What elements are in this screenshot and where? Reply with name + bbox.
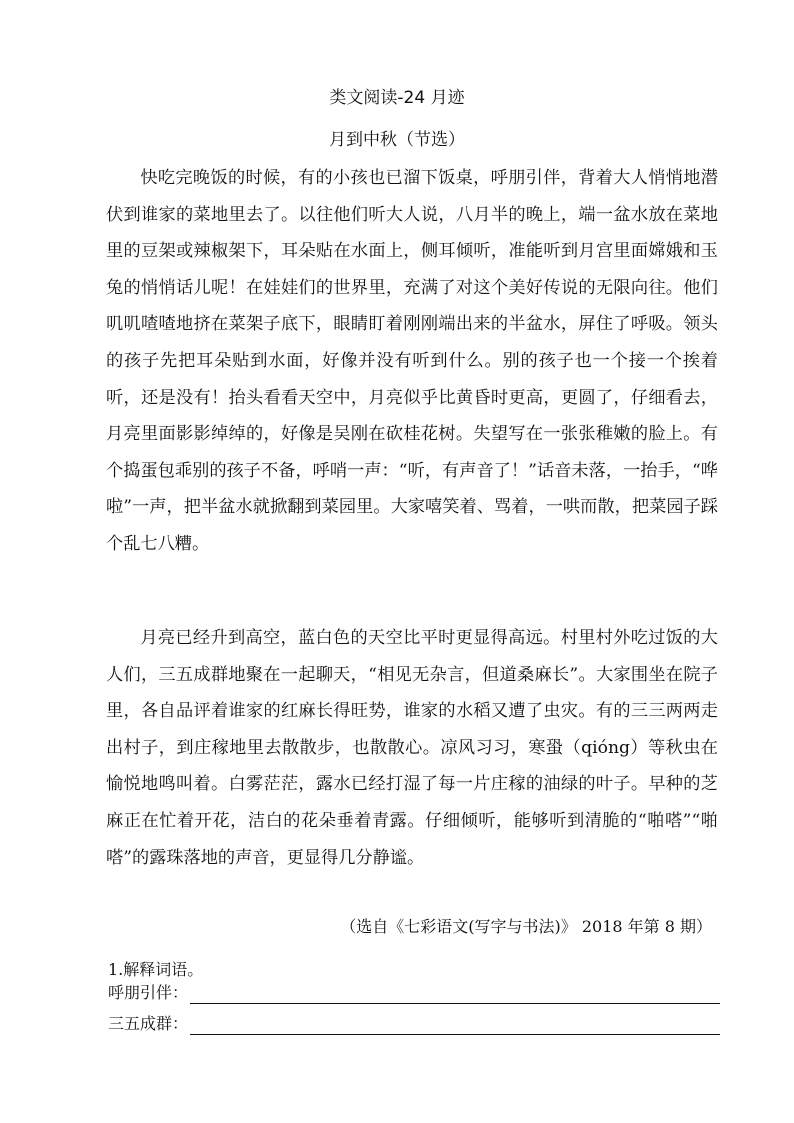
paragraph-2: 月亮已经升到高空，蓝白色的天空比平时更显得高远。村里村外吃过饭的大人们，三五成群地聚在一起聊天，“相见无杂言，但道桑麻长”。大家围坐在院子里，各自品评着谁家的红麻长得旺势，谁家的水稻又遭了虫灾。有的三三两两走出村子，到庄稼地里去散散步，也散散心。凉风习习，寒蛩（qióng）等秋虫在愉悦地鸣叫着。白雾茫茫，露水已经打湿了每一片庄稼的油绿的叶子。早种的芝麻正在忙着开花，洁白的花朵垂着青露。仔细倾听，能够听到清脆的“啪嗒”“啪嗒”的露珠落地的声音，更显得几分静谧。 <box>106 628 718 868</box>
answer-line-2 <box>108 1013 720 1039</box>
answer-line-1 <box>108 982 720 1008</box>
document-title: 类文阅读-24 月迹 <box>329 88 465 108</box>
answer-blank-2[interactable] <box>190 1014 720 1035</box>
source-citation: （选自《七彩语文(写字与书法)》 2018 年第 8 期） <box>340 917 712 936</box>
question-1-prompt: 1.解释词语。 <box>108 960 204 979</box>
answer-blank-1[interactable] <box>190 983 720 1004</box>
answer-label-2: 三五成群： <box>108 1014 189 1033</box>
answer-label-1: 呼朋引伴： <box>108 983 189 1002</box>
paragraph-1: 快吃完晚饭的时候，有的小孩也已溜下饭桌，呼朋引伴，背着大人悄悄地潜伏到谁家的菜地里去了。以往他们听大人说，八月半的晚上，端一盆水放在菜地里的豆架或辣椒架下，耳朵贴在水面上，侧耳倾听，准能听到月宫里面嫦娥和玉兔的悄悄话儿呢！在娃娃们的世界里，充满了对这个美好传说的无限向往。他们叽叽喳喳地挤在菜架子底下，眼睛盯着刚刚端出来的半盆水，屏住了呼吸。领头的孩子先把耳朵贴到水面，好像并没有听到什么。别的孩子也一个接一个挨着听，还是没有！抬头看看天空中，月亮似乎比黄昏时更高，更圆了，仔细看去，月亮里面影影绰绰的，好像是吴刚在砍桂花树。失望写在一张张稚嫩的脸上。有个捣蛋包乖别的孩子不备，呼哨一声：“听，有声音了！”话音未落，一抬手，“哗啦”一声，把半盆水就掀翻到菜园里。大家嘻笑着、骂着，一哄而散，把菜园子踩个乱七八糟。 <box>106 168 718 554</box>
article-title: 月到中秋（节选） <box>329 130 465 150</box>
